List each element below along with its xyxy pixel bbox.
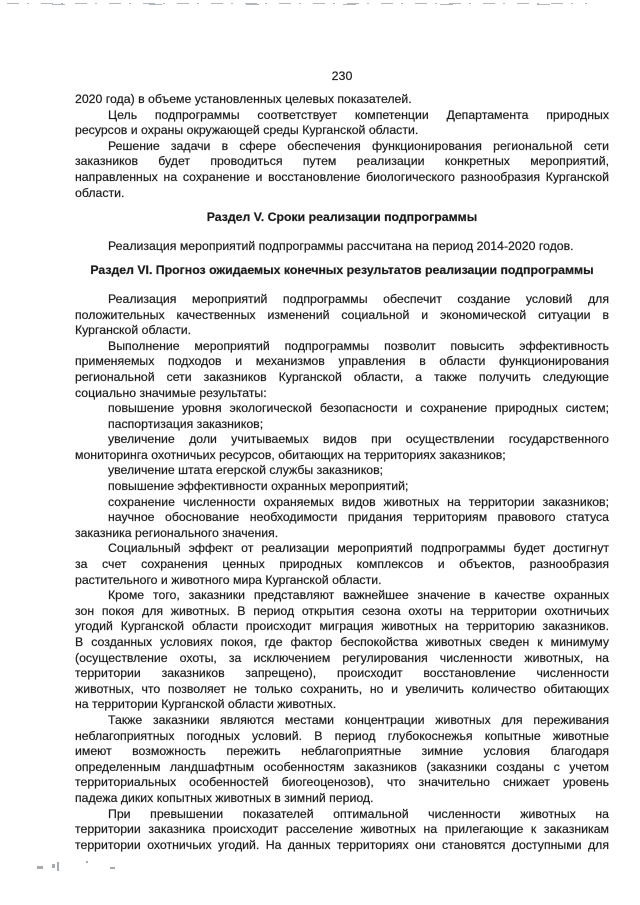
scan-artifact-speck [57,862,59,871]
text-line: направленных на сохранение и восстановление биологического разнообразия Курганской [75,169,609,184]
section-heading [75,210,609,226]
scan-artifact-dashed-line [7,3,587,5]
text-line: сохранение численности охраняемых видов животных на территории заказников; [108,494,609,509]
text-line: научное обоснование необходимости придания территориям правового статуса [108,510,609,525]
text-line: области. [75,185,125,200]
text-line: зон покоя для животных. В период открытия сезона охоты на территории охотничьих [75,603,609,618]
text-line: 2020 года) в объеме установленных целевых показателей. [75,92,412,106]
text-line: ресурсов и охраны окружающей среды Курганской области. [75,123,419,138]
text-line: территории заказника происходит расселение животных на прилегающие к заказникам [75,822,609,837]
text-line: территориальных особенностей биогеоценозов), что значительно снижает уровень [75,775,609,790]
text-line: заказников будет проводиться путем реализации конкретных мероприятий, [75,154,609,169]
paragraph [75,713,609,807]
text-line: При превышении показателей оптимальной численности животных на [108,806,609,821]
paragraph [75,292,609,339]
paragraph [75,339,609,401]
text-line: на территории Курганской области животных. [75,697,337,712]
text-line: за счет сохранения ценных природных комплексов и объектов, разнообразия [75,557,609,572]
text-line: животных, что позволяет не только сохранить, но и увеличить количество обитающих [75,681,609,696]
text-line: Выполнение мероприятий подпрограммы позволит повысить эффективность [108,338,609,353]
paragraph [75,588,609,713]
scan-artifact-speck [86,861,88,863]
text-line: региональной сети заказников Курганской области, а также получить следующие [75,369,609,384]
list-item [75,479,609,495]
text-line: территории заказников запрещено), происходит восстановление численности [75,666,609,681]
text-line: Решение задачи в сфере обеспечения функционирования региональной сети [108,138,609,153]
text-line: падежа диких копытных животных в зимний период. [75,790,374,805]
list-item [75,495,609,511]
text-line: растительного и животного мира Курганской области. [75,572,382,587]
paragraph [75,807,609,854]
text-line: Цель подпрограммы соответствует компетенции Департамента природных [108,107,609,122]
list-item [75,463,609,479]
text-line: неблагоприятных погодных условий. В период глубокоснежья копытные животные [75,728,609,743]
text-line: Также заказники являются местами концентрации животных для переживания [108,712,609,727]
text-line: В созданных условиях покоя, где фактор беспокойства животных сведен к минимуму [75,635,609,649]
text-line: территории охотничьих угодий. На данных территориях они становятся доступными для [75,837,609,852]
paragraph [75,108,609,139]
text-line: Раздел V. Сроки реализации подпрограммы [206,210,478,225]
scan-artifact-speck [110,867,115,869]
paragraph [75,239,609,255]
text-line: паспортизация заказников; [108,416,264,431]
text-line: применяемых подходов и механизмов управления в области функционирования [75,354,609,369]
text-line: имеют возможность пережить неблагоприятные зимние условия благодаря [75,744,609,759]
text-line: определенным ландшафтным особенностям заказников (заказники созданы с учетом [75,759,609,774]
text-line: (осуществление охоты, за исключением регулирования численности животных, на [75,650,609,665]
list-item [75,417,609,433]
page-number: 230 [331,69,353,83]
text-line: социально значимые результаты: [75,385,267,400]
text-line: Курганской области. [75,323,192,338]
paragraph [75,139,609,201]
text-line: положительных качественных изменений социальной и экономической ситуации в [75,307,609,322]
section-heading [75,263,609,279]
paragraph [75,541,609,588]
scan-artifact-speck [52,864,55,868]
text-line: Социальный эффект от реализации мероприятий подпрограммы будет достигнут [108,541,609,556]
text-line: мониторинга охотничьих ресурсов, обитающих на территориях заказников; [75,447,506,462]
text-line: Реализация мероприятий подпрограммы рассчитана на период 2014-2020 годов. [108,238,574,253]
text-line: угодий Курганской области происходит миграция животных на территорию заказников. [75,619,609,634]
text-line: Реализация мероприятий подпрограммы обеспечит создание условий для [108,291,609,306]
text-line: увеличение штата егерской службы заказников; [108,463,384,478]
list-item [75,401,609,417]
text-line: Кроме того, заказники представляют важнейшее значение в качестве охранных [108,588,609,603]
text-line: увеличение доли учитываемых видов при осуществлении государственного [108,432,609,447]
text-line: повышение уровня экологической безопасности и сохранение природных систем; [108,401,609,416]
list-item [75,510,609,541]
paragraph [75,92,609,108]
document-body [75,92,609,853]
text-line: Раздел VI. Прогноз ожидаемых конечных результатов реализации подпрограммы [90,263,594,278]
list-item [75,432,609,463]
scan-artifact-speck [37,866,43,869]
text-line: повышение эффективности охранных мероприятий; [108,479,409,494]
text-line: заказника регионального значения. [75,525,279,540]
